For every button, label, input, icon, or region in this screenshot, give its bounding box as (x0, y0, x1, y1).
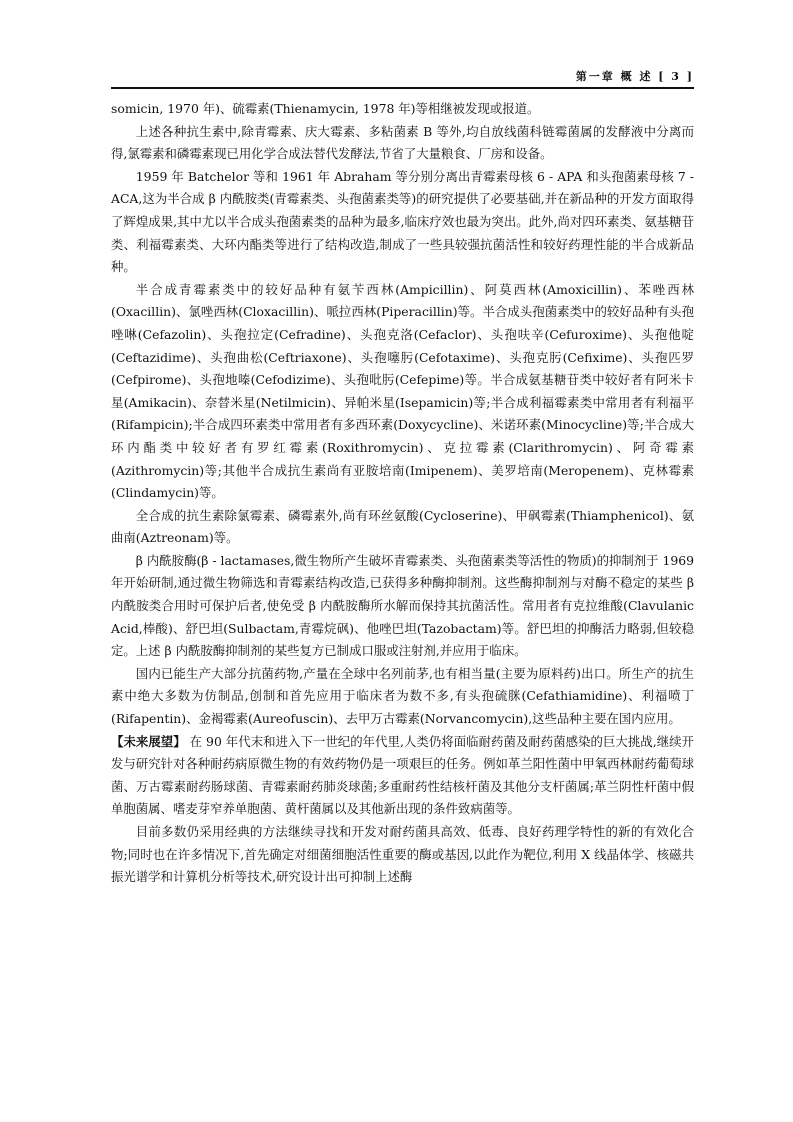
future-outlook-text: 在 90 年代末和进入下一世纪的年代里,人类仍将面临耐药菌及耐药菌感染的巨大挑战,继续开发与研究针对各种耐药病原微生物的有效药物仍是一项艰巨的任务。例如革兰阳性菌中甲氧西林耐药葡萄球菌、万古霉素耐药肠球菌、青霉素耐药肺炎球菌;多重耐药性结核杆菌及其他分支杆菌属;革兰阴性杆菌中假单胞菌属、嗜麦芽窄养单胞菌、黄杆菌属以及其他新出现的条件致病菌等。 (111, 733, 694, 817)
paragraph-continuation: somicin, 1970 年)、硫霉素(Thienamycin, 1978 年)等相继被发现或报道。 (111, 101, 540, 116)
running-head: 第一章 概 述 [ 3 ] (575, 70, 694, 83)
paragraph-semisynthetic-varieties: 半合成青霉素类中的较好品种有氨苄西林(Ampicillin)、阿莫西林(Amoxicillin)、苯唑西林(Oxacillin)、氯唑西林(Cloxacillin)、哌拉西林(Piperacillin)等。半合成头孢菌素类中的较好品种有头孢唑啉(Cefazolin)、头孢拉定(Cefradine)、头孢克洛(Cefaclor)、头孢呋辛(Cefuroxime)、头孢他啶(Ceftazidime)、头孢曲松(Ceftriaxone)、头孢噻肟(Cefotaxime)、头孢克肟(Cefixime)、头孢匹罗(Cefpirome)、头孢地嗪(Cefodizime)、头孢吡肟(Cefepime)等。半合成氨基糖苷类中较好者有阿米卡星(Amikacin)、奈替米星(Netilmicin)、异帕米星(Isepamicin)等;半合成利福霉素类中常用者有利福平(Rifampicin);半合成四环素类中常用者有多西环素(Doxycycline)、米诺环素(Minocycline)等;半合成大环内酯类中较好者有罗红霉素(Roxithromycin)、克拉霉素(Clarithromycin)、阿奇霉素(Azithromycin)等;其他半合成抗生素尚有亚胺培南(Imipenem)、美罗培南(Meropenem)、克林霉素(Clindamycin)等。 (111, 281, 694, 501)
paragraph-fully-synthetic: 全合成的抗生素除氯霉素、磷霉素外,尚有环丝氨酸(Cycloserine)、甲砜霉素(Thiamphenicol)、氨曲南(Aztreonam)等。 (111, 507, 694, 546)
paragraph-semisynthesis-history: 1959 年 Batchelor 等和 1961 年 Abraham 等分别分离出青霉素母核 6 - APA 和头孢菌素母核 7 - ACA,这为半合成 β 内酰胺类(青霉素类、头孢菌素类等)的研究提供了必要基础,并在新品种的开发方面取得了辉煌成果,其中尤以半合成头孢菌素类的品种为最多,临床疗效也最为突出。此外,尚对四环素类、氨基糖苷类、利福霉素类、大环内酯类等进行了结构改造,制成了一些具较强抗菌活性和较好药理性能的半合成新品种。 (111, 168, 694, 275)
paragraph-future-outlook (111, 731, 694, 821)
paragraph-current-methods: 目前多数仍采用经典的方法继续寻找和开发对耐药菌具高效、低毒、良好药理学特性的新的有效化合物;同时也在许多情况下,首先确定对细菌细胞活性重要的酶或基因,以此作为靶位,利用 X 线晶体学、核磁共振光谱学和计算机分析等技术,研究设计出可抑制上述酶 (111, 824, 694, 885)
header-rule (111, 87, 694, 89)
future-outlook-label: 【未来展望】 (111, 733, 186, 749)
paragraph-beta-lactamase-inhibitors: β 内酰胺酶(β - lactamases,微生物所产生破坏青霉素类、头孢菌素类等活性的物质)的抑制剂于 1969 年开始研制,通过微生物筛选和青霉素结构改造,已获得多种酶抑制剂。这些酶抑制剂与对酶不稳定的某些 β 内酰胺类合用时可保护后者,使免受 β 内酰胺酶所水解而保持其抗菌活性。常用者有克拉维酸(Clavulanic Acid,棒酸)、舒巴坦(Sulbactam,青霉烷砜)、他唑巴坦(Tazobactam)等。舒巴坦的抑酶活力略弱,但较稳定。上述 β 内酰胺酶抑制剂的某些复方已制成口服或注射剂,并应用于临床。 (111, 552, 694, 659)
body-text (111, 98, 694, 889)
paragraph-domestic-production: 国内已能生产大部分抗菌药物,产量在全球中名列前茅,也有相当量(主要为原料药)出口。所生产的抗生素中绝大多数为仿制品,创制和首先应用于临床者为数不多,有头孢硫脒(Cefathiamidine)、利福喷丁(Rifapentin)、金褐霉素(Aureofuscin)、去甲万古霉素(Norvancomycin),这些品种主要在国内应用。 (111, 665, 694, 727)
paragraph-antibiotic-sources: 上述各种抗生素中,除青霉素、庆大霉素、多粘菌素 B 等外,均自放线菌科链霉菌属的发酵液中分离而得,氯霉素和磷霉素现已用化学合成法替代发酵法,节省了大量粮食、厂房和设备。 (111, 123, 694, 162)
